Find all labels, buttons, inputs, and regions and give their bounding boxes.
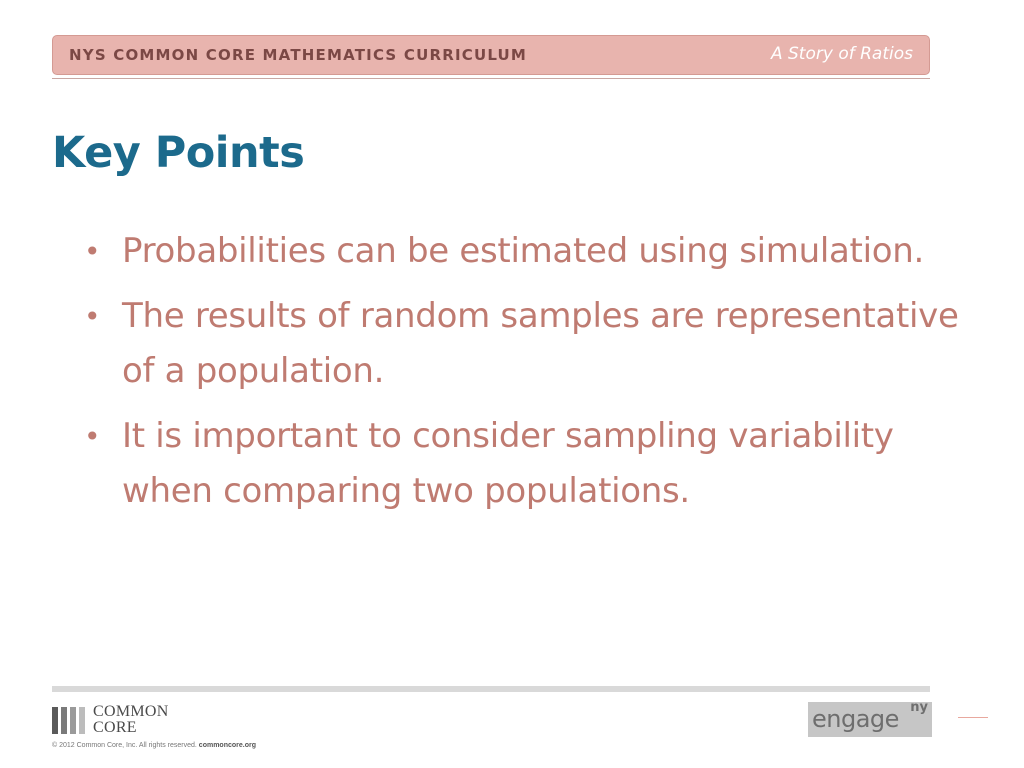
- logo-bar: [79, 707, 85, 734]
- curriculum-label: NYS COMMON CORE MATHEMATICS CURRICULUM: [69, 46, 528, 64]
- common-core-bars-icon: [52, 707, 85, 734]
- logo-bar: [70, 707, 76, 734]
- module-label: A Story of Ratios: [770, 44, 913, 64]
- logo-bar: [61, 707, 67, 734]
- bullet-icon: •: [84, 235, 101, 268]
- copyright-text: © 2012 Common Core, Inc. All rights reserved.: [52, 742, 197, 749]
- bullet-icon: •: [84, 420, 101, 453]
- key-point-text: It is important to consider sampling variability when comparing two populations.: [122, 416, 894, 511]
- engage-wordmark: engage: [812, 705, 899, 733]
- header-bar: [52, 35, 930, 75]
- logo-bar: [52, 707, 58, 734]
- page-title: Key Points: [52, 128, 305, 178]
- common-core-wordmark: [93, 704, 169, 736]
- engageny-logo: [808, 702, 932, 737]
- list-item: [84, 224, 964, 279]
- key-point-text: The results of random samples are representative of a population.: [122, 296, 959, 391]
- list-item: [84, 409, 964, 519]
- copyright-notice: [52, 742, 256, 749]
- key-points-list: [84, 224, 964, 529]
- accent-line: [958, 717, 988, 718]
- footer-divider: [52, 686, 930, 692]
- header-divider: [52, 78, 930, 79]
- common-core-logo: [52, 704, 169, 736]
- site-link[interactable]: commoncore.org: [198, 742, 256, 749]
- list-item: [84, 289, 964, 399]
- key-point-text: Probabilities can be estimated using simulation.: [122, 231, 924, 271]
- bullet-icon: •: [84, 300, 101, 333]
- ny-superscript: ny: [910, 700, 928, 715]
- logo-line-2: CORE: [93, 719, 137, 736]
- logo-line-1: COMMON: [93, 703, 169, 720]
